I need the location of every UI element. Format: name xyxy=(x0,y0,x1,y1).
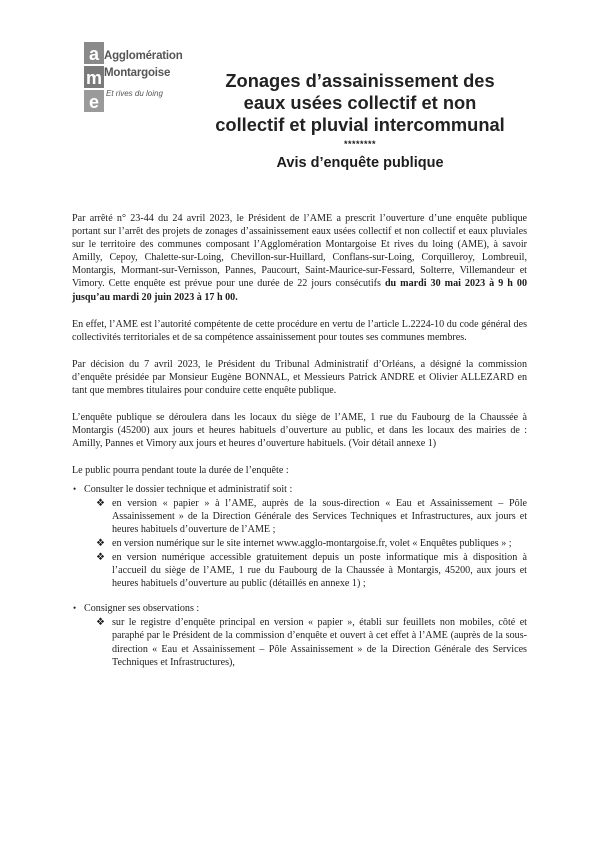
paragraph-competence: En effet, l’AME est l’autorité compétente de cette procédure en vertu de l’article L.2224-10 du code général des collectivités territoriales et de sa compétence assainissement pour toutes ses communes membres. xyxy=(72,318,527,343)
svg-text:m: m xyxy=(85,68,103,88)
list-item-text: sur le registre d’enquête principal en version « papier », établi sur feuillets non mobiles, côté et paraphé par le Président de la commission d’enquête et ouvert à cet effet à l’AME (auprès de la sous-direction « Eau et Assainissement – Pôle Assainissement » de la Direction Générale des Services Techniques et Infrastructures), xyxy=(112,617,527,668)
logo-line-1: Agglomération xyxy=(104,50,183,62)
list-item xyxy=(96,497,527,536)
title-line-2: eaux usées collectif et non xyxy=(243,92,477,113)
agglomeration-logo xyxy=(84,40,194,116)
logo-line-2: Montargoise xyxy=(104,67,171,79)
paragraph-arrete xyxy=(72,212,527,304)
diamond-bullet-icon: ❖ xyxy=(96,497,105,509)
paragraph-arrete-text: Par arrêté n° 23-44 du 24 avril 2023, le Président de l’AME a prescrit l’ouverture d’une enquête publique portant sur l’arrêt des projets de zonages d’assainissement eaux usées collectif et non collectif et eaux pluviales sur le territoire des communes composant l’Agglomération Montargoise Et rives du loing (AME), à savoir Amilly, Cepoy, Chalette-sur-Loing, Chevillon-sur-Huillard, Conflans-sur-Loing, Corquilleroy, Lombreuil, Montargis, Mormant-sur-Vernisson, Pannes, Paucourt, Saint-Maurice-sur-Fessard, Solterre, Villemandeur et Vimory. Cette enquête est prévue pour une durée de 22 jours consécutifs xyxy=(72,213,527,290)
document-subtitle: Avis d’enquête publique xyxy=(276,155,444,171)
svg-text:e: e xyxy=(88,92,100,112)
diamond-bullet-icon: ❖ xyxy=(96,617,105,629)
consigner-sublist xyxy=(84,616,527,668)
title-line-1: Zonages d’assainissement des xyxy=(225,70,495,91)
paragraph-commission: Par décision du 7 avril 2023, le Président du Tribunal Administratif d’Orléans, a désigné la commission d’enquête présidée par Monsieur Eugène BONNAL, et Messieurs Patrick ANDRE et Olivier ALLEZARD en tant que membres titulaires pour conduire cette enquête publique. xyxy=(72,358,527,397)
list-item xyxy=(96,616,527,668)
consulter-sublist xyxy=(84,497,527,591)
list-item-text: en version numérique sur le site internet www.agglo-montargoise.fr, volet « Enquêtes publiques » ; xyxy=(112,537,512,549)
list-item-label: Consulter le dossier technique et administratif soit : xyxy=(84,483,293,495)
svg-text:a: a xyxy=(88,44,100,64)
list-item-consulter xyxy=(72,483,527,591)
logo-letters-mark xyxy=(84,42,104,114)
diamond-bullet-icon: ❖ xyxy=(96,537,105,549)
paragraph-lieux: L’enquête publique se déroulera dans les locaux du siège de l’AME, 1 rue du Faubourg de la Chaussée à Montargis (45200) aux jours et heures habituels d’ouverture au public, et dans les locaux des mairies de : Amilly, Pannes et Vimory aux jours et heures d’ouverture habituels. (Voir détail annexe 1) xyxy=(72,412,527,450)
list-item-text: en version numérique accessible gratuitement depuis un poste informatique mis à disposition à l’accueil du siège de l’AME, 1 rue du Faubourg de la Chaussée à Montargis, 45200, aux jours et heures habituels d’ouverture au public (détaillés en annexe 1) ; xyxy=(112,551,527,590)
list-item-text: en version « papier » à l’AME, auprès de la sous-direction « Eau et Assainissement – Pôle Assainissement » de la Direction Générale des Services Techniques et Infrastructures, aux jours et heures habituels d’ouverture de l’AME ; xyxy=(112,497,527,535)
bullet-icon: • xyxy=(73,603,77,614)
public-options-list xyxy=(72,483,527,669)
list-item xyxy=(96,537,527,550)
list-item xyxy=(96,551,527,590)
document-title xyxy=(200,70,520,136)
list-item-consigner xyxy=(72,602,527,668)
paragraph-public: Le public pourra pendant toute la durée de l’enquête : xyxy=(72,465,289,477)
list-item-label: Consigner ses observations : xyxy=(84,603,200,615)
bullet-icon: • xyxy=(73,483,77,494)
title-line-3: collectif et pluvial intercommunal xyxy=(215,114,505,135)
title-separator: ******** xyxy=(343,139,377,149)
diamond-bullet-icon: ❖ xyxy=(96,551,105,563)
enquete-dates: du mardi 30 mai 2023 à 9 h 00 jusqu’au mardi 20 juin 2023 à 17 h 00. xyxy=(72,278,527,303)
logo-line-3: Et rives du loing xyxy=(106,89,163,98)
document-body xyxy=(72,212,527,681)
